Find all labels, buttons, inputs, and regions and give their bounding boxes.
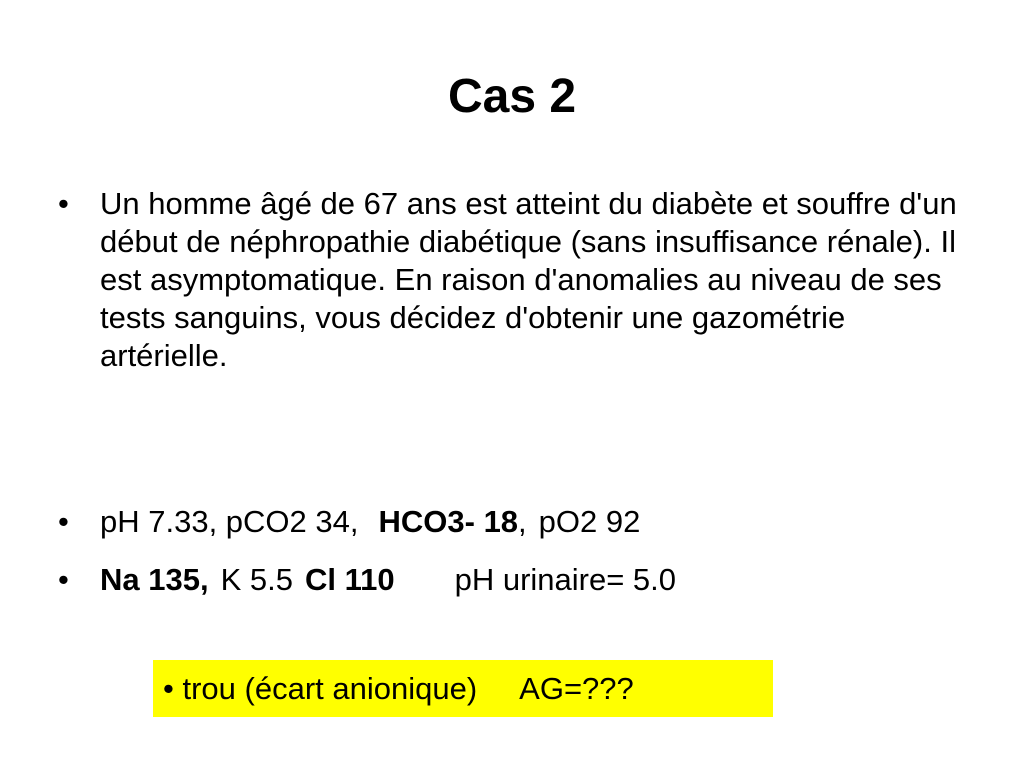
highlight-bullet-marker: •: [163, 671, 174, 706]
k-value: K 5.5: [220, 562, 293, 597]
cl-value: Cl 110: [304, 562, 395, 597]
na-value: Na 135,: [100, 562, 209, 597]
bullet-electrolytes: [58, 561, 978, 599]
anion-gap-label: trou (écart anionique): [182, 671, 478, 706]
bullet-marker: •: [58, 186, 69, 221]
bullet-marker: •: [58, 504, 69, 539]
urine-ph-value: pH urinaire= 5.0: [454, 562, 677, 597]
blood-gas-values: [100, 503, 978, 541]
anion-gap-question: AG=???: [519, 671, 634, 706]
anion-gap-highlight-box: [153, 660, 773, 717]
hco3-comma: ,: [518, 504, 527, 539]
hco3-value: HCO3- 18: [378, 504, 519, 539]
bullet-blood-gas: [58, 503, 978, 541]
slide-title: Cas 2: [447, 70, 577, 123]
patient-description-text: Un homme âgé de 67 ans est atteint du diabète et souffre d'un début de néphropathie diabétique (sans insuffisance rénale). Il est asymptomatique. En raison d'anomalies au niveau de ses tests sanguins, vous décidez d'obtenir une gazométrie artérielle.: [100, 186, 957, 373]
electrolyte-values: [100, 561, 978, 599]
bullet-patient-description: [58, 185, 978, 375]
bullet-marker: •: [58, 562, 69, 597]
po2-value: pO2 92: [538, 504, 641, 539]
ph-pco2-value: pH 7.33, pCO2 34,: [100, 504, 359, 539]
